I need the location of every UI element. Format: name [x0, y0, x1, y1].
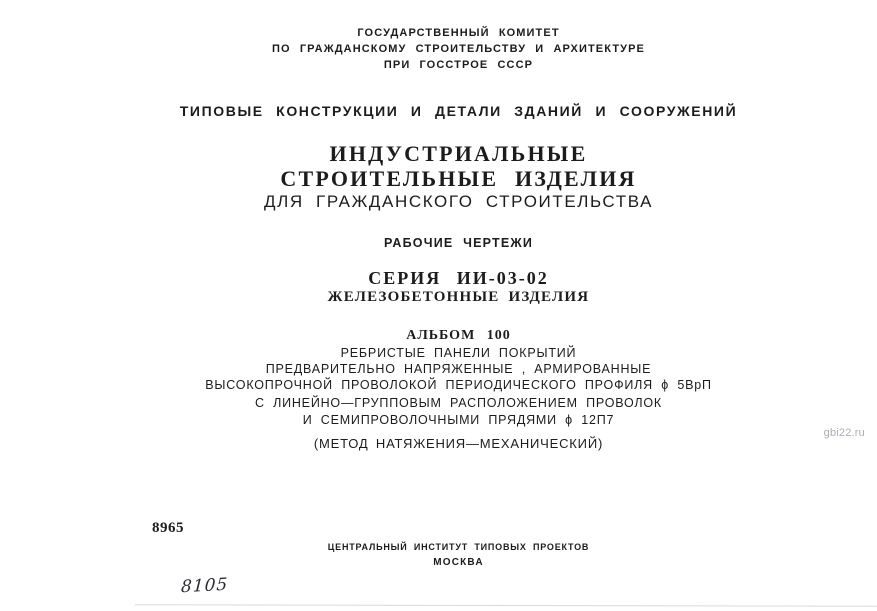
album-description-line-2: ПРЕДВАРИТЕЛЬНО НАПРЯЖЕННЫЕ , АРМИРОВАННЫЕ: [265, 362, 652, 376]
handwritten-inventory-number: 8105: [180, 574, 229, 598]
main-title-line-2: СТРОИТЕЛЬНЫЕ ИЗДЕЛИЯ: [280, 166, 637, 191]
org-name-line-3: ПРИ ГОССТРОЕ СССР: [383, 59, 534, 71]
album-description-line-3: ВЫСОКОПРОЧНОЙ ПРОВОЛОКОЙ ПЕРИОДИЧЕСКОГО ПРОФИЛЯ ϕ 5ВрП: [205, 378, 712, 392]
series-number: СЕРИЯ ИИ-03-02: [368, 268, 549, 288]
org-name-line-1: ГОСУДАРСТВЕННЫЙ КОМИТЕТ: [357, 27, 560, 39]
tensioning-method-note: (МЕТОД НАТЯЖЕНИЯ—МЕХАНИЧЕСКИЙ): [313, 436, 604, 451]
album-heading: АЛЬБОМ 100: [406, 328, 511, 343]
order-number: 8965: [152, 520, 184, 536]
publisher-name: ЦЕНТРАЛЬНЫЙ ИНСТИТУТ ТИПОВЫХ ПРОЕКТОВ: [327, 542, 590, 552]
main-title-line-3: ДЛЯ ГРАЖДАНСКОГО СТРОИТЕЛЬСТВА: [263, 192, 654, 211]
main-title-line-1: ИНДУСТРИАЛЬНЫЕ: [329, 141, 588, 166]
series-banner: ТИПОВЫЕ КОНСТРУКЦИИ И ДЕТАЛИ ЗДАНИЙ И СООРУЖЕНИЙ: [179, 103, 738, 119]
album-description-line-4: С ЛИНЕЙНО—ГРУППОВЫМ РАСПОЛОЖЕНИЕМ ПРОВОЛОК: [254, 396, 663, 410]
org-name-line-2: ПО ГРАЖДАНСКОМУ СТРОИТЕЛЬСТВУ И АРХИТЕКТУРЕ: [272, 43, 645, 55]
album-description-line-5: И СЕМИПРОВОЛОЧНЫМИ ПРЯДЯМИ ϕ 12П7: [302, 413, 615, 427]
series-subject: ЖЕЛЕЗОБЕТОННЫЕ ИЗДЕЛИЯ: [327, 289, 590, 305]
album-description-line-1: РЕБРИСТЫЕ ПАНЕЛИ ПОКРЫТИЙ: [340, 346, 577, 360]
site-watermark: gbi22.ru: [823, 427, 865, 439]
publisher-city: МОСКВА: [433, 557, 484, 568]
subtitle-working-drawings: РАБОЧИЕ ЧЕРТЕЖИ: [383, 236, 534, 250]
scan-page-edge-line: [135, 604, 877, 607]
